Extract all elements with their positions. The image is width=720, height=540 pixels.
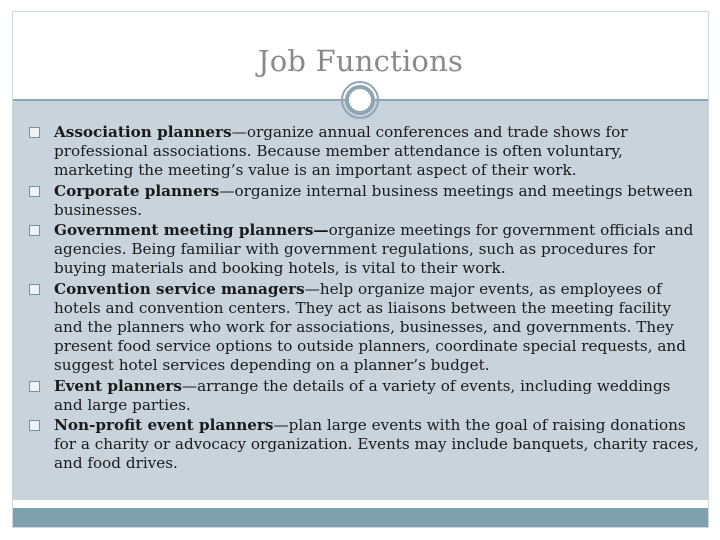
bullet-text: —plan large events with the goal of raising donations for a charity or advocacy organization. Events may include banquets, charity races, and food drives. <box>54 416 699 473</box>
ring-ornament-inner <box>345 85 375 115</box>
bullet-term: Convention service managers <box>54 279 305 298</box>
bullet-text: —organize internal business meetings and meetings between businesses. <box>54 181 693 219</box>
square-bullet-icon <box>29 420 40 431</box>
slide-title: Job Functions <box>257 44 464 78</box>
square-bullet-icon <box>29 284 40 295</box>
bullet-term: Government meeting planners— <box>54 221 329 240</box>
bullet-text: —help organize major events, as employees of hotels and convention centers. They act as liaisons between the meeting facility and the planners who work for associations, businesses, and governments. They present food service options to outside planners, coordinate special requests, and suggest hotel services depending on a planner’s budget. <box>54 279 686 375</box>
bullet-item <box>29 221 699 279</box>
bullet-item <box>29 377 699 415</box>
bullet-item <box>29 123 699 181</box>
square-bullet-icon <box>29 225 40 236</box>
bullet-term: Non-profit event planners <box>54 416 274 435</box>
footer-bar <box>13 508 708 527</box>
bullet-term: Event planners <box>54 376 182 395</box>
square-bullet-icon <box>29 127 40 138</box>
bullet-list <box>29 123 699 475</box>
square-bullet-icon <box>29 186 40 197</box>
bullet-item <box>29 280 699 376</box>
square-bullet-icon <box>29 381 40 392</box>
bullet-text: —arrange the details of a variety of events, including weddings and large parties. <box>54 376 671 414</box>
bullet-item <box>29 182 699 220</box>
bullet-term: Association planners <box>54 123 232 141</box>
bullet-text: organize meetings for government officials and agencies. Being familiar with government regulations, such as procedures for buying materials and booking hotels, is vital to their work. <box>54 221 694 278</box>
bullet-term: Corporate planners <box>54 181 220 200</box>
bullet-text: —organize annual conferences and trade shows for professional associations. Because member attendance is often voluntary, marketing the meeting’s value is an important aspect of their work. <box>54 123 628 180</box>
bullet-item <box>29 416 699 474</box>
